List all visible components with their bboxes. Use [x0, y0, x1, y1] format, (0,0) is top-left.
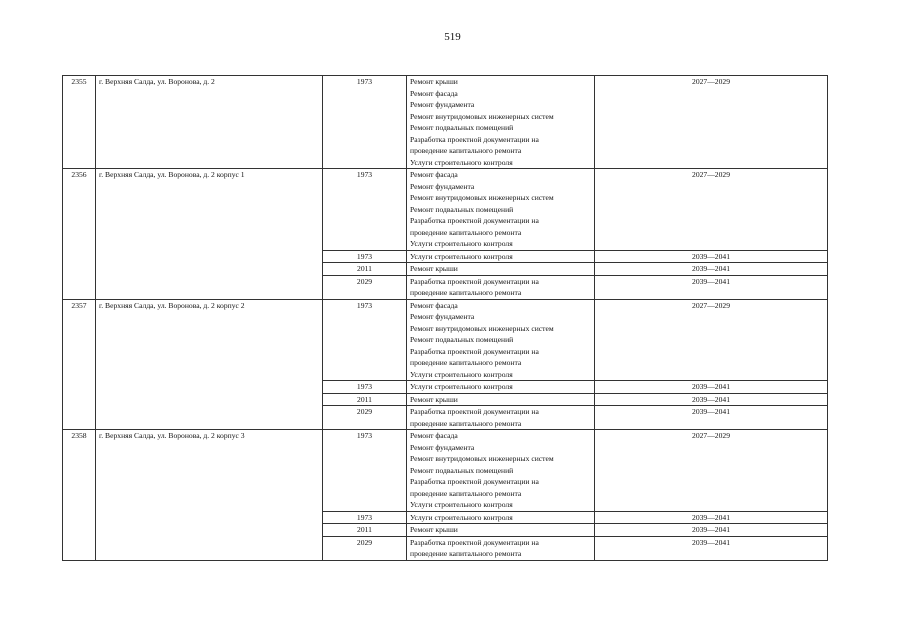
table-body [63, 76, 828, 561]
works-cell [407, 76, 595, 169]
works-cell [407, 250, 595, 263]
period-cell: 2027—2029 [595, 299, 828, 381]
address-cell: г. Верхняя Салда, ул. Воронова, д. 2 корпус 1 [96, 169, 323, 300]
period-cell: 2027—2029 [595, 76, 828, 169]
year-cell: 1973 [323, 76, 407, 169]
work-item: Услуги строительного контроля [410, 382, 513, 391]
work-item: Разработка проектной документации на [410, 134, 539, 144]
work-item: Ремонт крыши [410, 525, 458, 534]
year-cell: 2011 [323, 263, 407, 276]
year-cell: 1973 [323, 511, 407, 524]
work-item: Ремонт внутридомовых инженерных систем [410, 323, 554, 333]
work-item: проведение капитального ремонта [410, 358, 522, 367]
works-cell [407, 263, 595, 276]
period-cell: 2039—2041 [595, 275, 828, 299]
work-item: Услуги строительного контроля [410, 251, 513, 261]
period-cell: 2039—2041 [595, 406, 828, 430]
work-item: Разработка проектной документации на [410, 276, 539, 286]
work-item: Ремонт внутридомовых инженерных систем [410, 454, 554, 463]
address-cell: г. Верхняя Салда, ул. Воронова, д. 2 корпус 3 [96, 430, 323, 561]
work-item: Ремонт крыши [410, 264, 458, 273]
address-cell: г. Верхняя Салда, ул. Воронова, д. 2 [96, 76, 323, 169]
work-item: проведение капитального ремонта [410, 227, 522, 237]
period-cell: 2027—2029 [595, 430, 828, 512]
work-item: Ремонт крыши [410, 394, 458, 404]
works-cell [407, 430, 595, 512]
work-item: Ремонт фасада [410, 300, 458, 310]
works-cell [407, 393, 595, 406]
works-cell [407, 299, 595, 381]
work-item: Ремонт фасада [410, 170, 458, 179]
period-cell: 2039—2041 [595, 536, 828, 560]
table-row [63, 430, 828, 512]
work-item: Ремонт подвальных помещений [410, 465, 514, 475]
work-item: Ремонт подвальных помещений [410, 123, 514, 132]
period-cell: 2027—2029 [595, 169, 828, 251]
year-cell: 1973 [323, 169, 407, 251]
works-cell [407, 536, 595, 560]
work-item: проведение капитального ремонта [410, 549, 522, 558]
work-item: Ремонт фундамента [410, 181, 475, 191]
address-cell: г. Верхняя Салда, ул. Воронова, д. 2 корпус 2 [96, 299, 323, 430]
page-number: 519 [444, 31, 461, 43]
work-item: Ремонт фундамента [410, 442, 475, 452]
work-item: Разработка проектной документации на [410, 477, 539, 486]
year-cell: 1973 [323, 430, 407, 512]
period-cell: 2039—2041 [595, 381, 828, 394]
work-item: Услуги строительного контроля [410, 500, 513, 509]
works-cell [407, 275, 595, 299]
work-item: Ремонт внутридомовых инженерных систем [410, 111, 554, 121]
table-row [63, 299, 828, 381]
record-number-cell: 2357 [63, 299, 96, 430]
work-item: проведение капитального ремонта [410, 488, 522, 498]
work-item: проведение капитального ремонта [410, 418, 522, 428]
work-item: Ремонт внутридомовых инженерных систем [410, 193, 554, 202]
table-row [63, 169, 828, 251]
work-item: Услуги строительного контроля [410, 512, 513, 522]
works-cell [407, 511, 595, 524]
work-item: Услуги строительного контроля [410, 369, 513, 379]
record-number-cell: 2355 [63, 76, 96, 169]
year-cell: 2011 [323, 393, 407, 406]
work-item: Разработка проектной документации на [410, 216, 539, 225]
period-cell: 2039—2041 [595, 524, 828, 537]
period-cell: 2039—2041 [595, 263, 828, 276]
work-item: Услуги строительного контроля [410, 157, 513, 167]
year-cell: 1973 [323, 381, 407, 394]
period-cell: 2039—2041 [595, 250, 828, 263]
works-cell [407, 381, 595, 394]
work-item: Ремонт фасада [410, 431, 458, 440]
work-item: Ремонт подвальных помещений [410, 335, 514, 344]
work-item: проведение капитального ремонта [410, 288, 522, 297]
work-item: Ремонт крыши [410, 77, 458, 86]
work-item: Ремонт подвальных помещений [410, 204, 514, 214]
work-item: Ремонт фундамента [410, 312, 475, 321]
record-number-cell: 2356 [63, 169, 96, 300]
work-item: проведение капитального ремонта [410, 146, 522, 155]
works-cell [407, 169, 595, 251]
year-cell: 1973 [323, 299, 407, 381]
year-cell: 2029 [323, 275, 407, 299]
year-cell: 2029 [323, 536, 407, 560]
period-cell: 2039—2041 [595, 511, 828, 524]
period-cell: 2039—2041 [595, 393, 828, 406]
year-cell: 2029 [323, 406, 407, 430]
work-item: Разработка проектной документации на [410, 537, 539, 547]
record-number-cell: 2358 [63, 430, 96, 561]
works-cell [407, 524, 595, 537]
work-item: Ремонт фундамента [410, 100, 475, 109]
work-item: Разработка проектной документации на [410, 407, 539, 416]
table-row [63, 76, 828, 169]
work-item: Услуги строительного контроля [410, 239, 513, 248]
year-cell: 1973 [323, 250, 407, 263]
year-cell: 2011 [323, 524, 407, 537]
work-item: Разработка проектной документации на [410, 346, 539, 356]
repair-schedule-table [62, 75, 828, 561]
works-cell [407, 406, 595, 430]
work-item: Ремонт фасада [410, 88, 458, 98]
